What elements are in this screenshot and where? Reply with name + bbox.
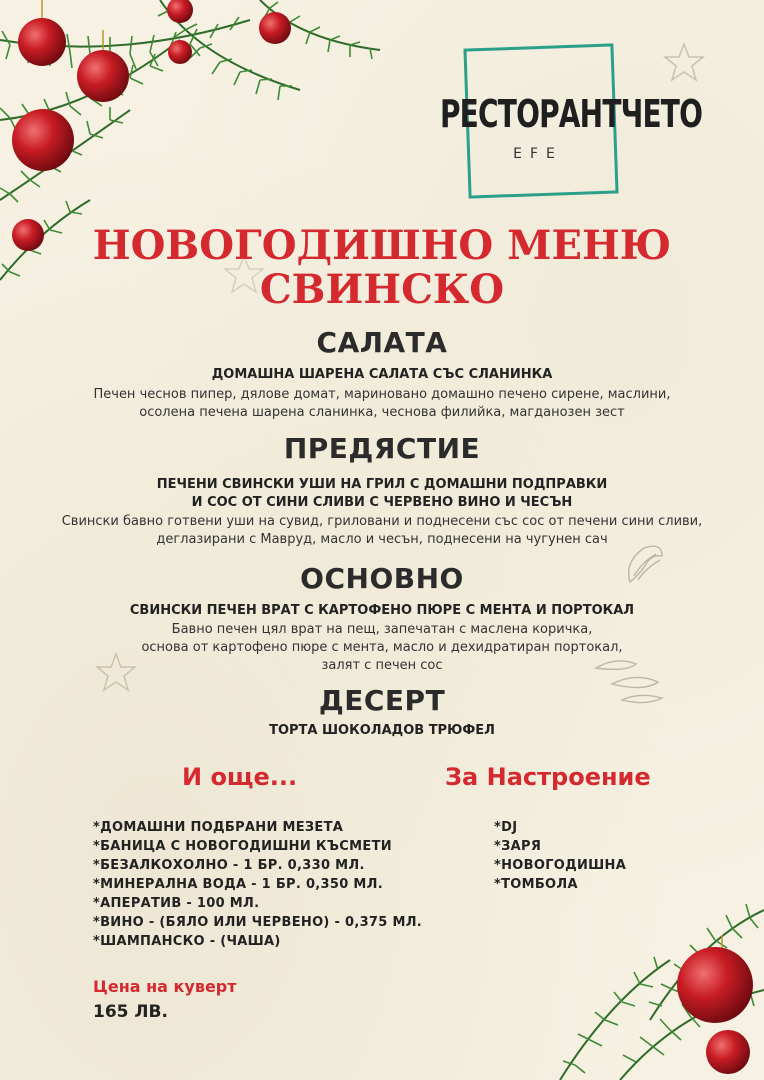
dish-name: ДОМАШНА ШАРЕНА САЛАТА СЪС СЛАНИНКА	[211, 367, 553, 382]
extras-heading: И още...	[182, 763, 298, 791]
list-item: *БЕЗАЛКОХОЛНО - 1 БР. 0,330 МЛ.	[93, 858, 365, 873]
list-item: *ТОМБОЛА	[494, 877, 578, 892]
dish-description: Свински бавно готвени уши на сувид, гриловани и поднесени със сос от печени сини сливи,	[61, 514, 703, 529]
list-item: *ЗАРЯ	[494, 839, 542, 854]
list-item: *ШАМПАНСКО - (ЧАША)	[93, 934, 281, 949]
mood-heading: За Настроение	[445, 763, 651, 791]
list-item: *ДОМАШНИ ПОДБРАНИ МЕЗЕТА	[93, 820, 344, 835]
dish-description: основа от картофено пюре с мента, масло и дехидратиран портокал,	[141, 640, 623, 655]
list-item: *ВИНО - (БЯЛО ИЛИ ЧЕРВЕНО) - 0,375 МЛ.	[93, 915, 423, 930]
dish-description: Бавно печен цял врат на пещ, запечатан с маслена коричка,	[171, 622, 593, 637]
list-item: *НОВОГОДИШНА	[494, 858, 627, 873]
section-heading-dessert: ДЕСЕРТ	[318, 684, 446, 717]
section-heading-starter: ПРЕДЯСТИЕ	[283, 432, 481, 465]
list-item: *АПЕРАТИВ - 100 МЛ.	[93, 896, 260, 911]
section-heading-main: ОСНОВНО	[300, 562, 464, 595]
dish-description: деглазирани с Мавруд, масло и чесън, поднесени на чугунен сач	[156, 532, 608, 547]
logo-subtitle: EFE	[513, 146, 563, 162]
dish-name: СВИНСКИ ПЕЧЕН ВРАТ С КАРТОФЕНО ПЮРЕ С МЕНТА И ПОРТОКАЛ	[129, 603, 635, 618]
price-label: Цена на куверт	[93, 977, 237, 996]
mood-list	[494, 818, 626, 894]
dish-name: ПЕЧЕНИ СВИНСКИ УШИ НА ГРИЛ С ДОМАШНИ ПОДПРАВКИ	[156, 477, 608, 492]
dish-description: залят с печен сос	[321, 658, 443, 673]
logo-name: РЕСТОРАНТЧЕТО	[439, 92, 703, 136]
dish-description: осолена печена шарена сланинка, чеснова филийка, магданозен зест	[139, 405, 625, 420]
extras-list	[93, 818, 422, 951]
menu-subtitle: СВИНСКО	[259, 266, 505, 313]
price-value: 165 ЛВ.	[93, 1002, 168, 1022]
list-item: *DJ	[494, 820, 518, 835]
list-item: *БАНИЦА С НОВОГОДИШНИ КЪСМЕТИ	[93, 839, 392, 854]
dish-name: И СОС ОТ СИНИ СЛИВИ С ЧЕРВЕНО ВИНО И ЧЕСЪН	[191, 495, 573, 510]
list-item: *МИНЕРАЛНА ВОДА - 1 БР. 0,350 МЛ.	[93, 877, 383, 892]
dish-name: ТОРТА ШОКОЛАДОВ ТРЮФЕЛ	[269, 723, 495, 738]
dish-description: Печен чеснов пипер, дялове домат, мариновано домашно печено сирене, маслини,	[93, 387, 671, 402]
section-heading-salad: САЛАТА	[316, 326, 448, 359]
menu-title: НОВОГОДИШНО МЕНЮ	[92, 222, 672, 269]
